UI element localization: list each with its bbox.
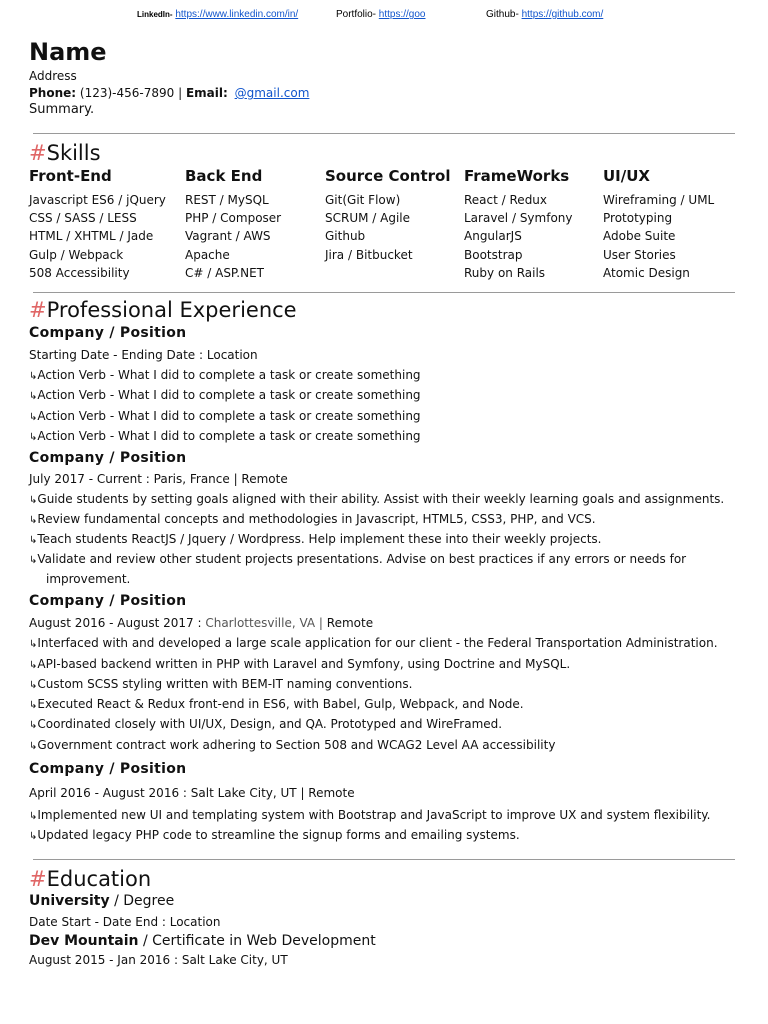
skill-item: Prototyping: [603, 211, 673, 226]
job-bullet: [29, 717, 502, 731]
phone-number: (123)-456-7890 |: [79, 86, 183, 100]
job-bullet-text: Action Verb - What I did to complete a task or create something: [37, 409, 421, 423]
job-bullet-text: Validate and review other student projects presentations. Advise on best practices if any errors or needs for: [37, 552, 687, 566]
skill-item: Javascript ES6 / jQuery: [29, 193, 166, 207]
email-link[interactable]: @gmail.com: [234, 86, 310, 100]
arrow-icon: ↳: [29, 700, 38, 711]
arrow-icon: ↳: [29, 720, 38, 731]
job-meta: [29, 472, 288, 486]
job-bullet: [29, 828, 520, 842]
divider: [33, 859, 735, 860]
job-location: Salt Lake City, UT | Remote: [190, 786, 355, 800]
portfolio-link[interactable]: https://goo: [378, 9, 426, 20]
skill-item: Bootstrap: [464, 247, 523, 262]
portfolio-label: Portfolio-: [336, 9, 377, 20]
arrow-icon: ↳: [29, 639, 38, 650]
skills-col-heading: UI/UX: [603, 167, 650, 185]
job-location: Paris, France | Remote: [153, 472, 288, 486]
skills-col-heading: Front-End: [29, 167, 112, 185]
github-link[interactable]: https://github.com/: [521, 9, 604, 20]
skills-heading: [29, 141, 101, 165]
skills-title: Skills: [46, 141, 101, 165]
hash-mark: #: [29, 298, 47, 322]
job-bullet: [29, 697, 524, 711]
skill-item: HTML / XHTML / Jade: [29, 229, 154, 244]
skills-list: [603, 191, 714, 282]
education-heading: [29, 867, 151, 891]
arrow-icon: ↳: [29, 741, 38, 752]
education-entry: [29, 933, 376, 949]
skill-item: User Stories: [603, 247, 676, 262]
job-bullet-continued: improvement.: [46, 572, 131, 586]
hash-mark: #: [29, 867, 47, 891]
job-bullet-text: Guide students by setting goals aligned with their ability. Assist with their weekly learning goals and assignments.: [37, 492, 725, 506]
job-bullet: [29, 738, 555, 752]
job-title: Company / Position: [29, 761, 187, 777]
resume-name: Name: [29, 38, 107, 66]
job-bullet: [29, 388, 421, 402]
degree: / Degree: [114, 893, 175, 909]
skill-item: Git(Git Flow): [325, 193, 401, 207]
arrow-icon: ↳: [29, 555, 38, 566]
skill-item: CSS / SASS / LESS: [29, 211, 137, 226]
job-bullet: [29, 492, 724, 506]
job-bullet-text: Updated legacy PHP code to streamline the signup forms and emailing systems.: [37, 828, 520, 842]
job-bullet: [29, 677, 412, 691]
arrow-icon: ↳: [29, 432, 38, 443]
skills-list: [464, 191, 573, 282]
job-bullet-text: Government contract work adhering to Section 508 and WCAG2 Level AA accessibility: [37, 738, 556, 752]
skills-list: [29, 191, 166, 282]
job-bullet: [29, 552, 686, 566]
arrow-icon: ↳: [29, 412, 38, 423]
divider: [33, 133, 735, 134]
github-label: Github-: [486, 9, 519, 20]
job-bullet-text: Review fundamental concepts and methodologies in Javascript, HTML5, CSS3, PHP, and VCS.: [37, 512, 596, 526]
job-bullet: [29, 429, 421, 443]
job-title: Company / Position: [29, 325, 187, 341]
education-entry: [29, 893, 174, 909]
skill-item: Github: [325, 229, 366, 244]
contact-line: [29, 86, 309, 100]
skill-item: Atomic Design: [603, 265, 690, 280]
school-name: University: [29, 893, 110, 909]
arrow-icon: ↳: [29, 660, 38, 671]
job-bullet-text: Action Verb - What I did to complete a task or create something: [37, 368, 421, 382]
skill-item: 508 Accessibility: [29, 265, 130, 280]
skill-item: React / Redux: [464, 193, 548, 207]
arrow-icon: ↳: [29, 680, 38, 691]
skills-col-heading: Source Control: [325, 167, 451, 185]
job-dates: Starting Date - Ending Date :: [29, 348, 204, 362]
job-bullet: [29, 636, 718, 650]
arrow-icon: ↳: [29, 811, 38, 822]
job-location-remote: Remote: [326, 616, 374, 630]
skill-item: Ruby on Rails: [464, 265, 546, 280]
job-bullet: [29, 512, 596, 526]
degree: / Certificate in Web Development: [142, 933, 376, 949]
arrow-icon: ↳: [29, 535, 38, 546]
job-title: Company / Position: [29, 450, 187, 466]
job-bullet-text: API-based backend written in PHP with Laravel and Symfony, using Doctrine and MySQL.: [37, 657, 571, 671]
skill-item: Gulp / Webpack: [29, 247, 124, 262]
job-meta: [29, 786, 355, 800]
skills-list: [185, 191, 281, 282]
skill-item: PHP / Composer: [185, 211, 282, 226]
job-bullet-text: Coordinated closely with UI/UX, Design, and QA. Prototyped and WireFramed.: [37, 717, 503, 731]
divider: [33, 292, 735, 293]
arrow-icon: ↳: [29, 831, 38, 842]
education-dates: August 2015 - Jan 2016 : Salt Lake City, UT: [29, 953, 288, 967]
school-name: Dev Mountain: [29, 933, 139, 949]
experience-title: Professional Experience: [46, 298, 297, 322]
job-meta: [29, 616, 373, 630]
linkedin-label: LinkedIn-: [137, 10, 173, 19]
job-dates: August 2016 - August 2017 :: [29, 616, 202, 630]
skill-item: C# / ASP.NET: [185, 265, 265, 280]
github-link-row: [486, 9, 603, 20]
portfolio-link-row: [336, 9, 426, 20]
email-label: Email:: [185, 86, 228, 100]
phone-label: Phone:: [29, 86, 77, 100]
job-bullet-text: Action Verb - What I did to complete a task or create something: [37, 429, 421, 443]
job-bullet-text: Teach students ReactJS / Jquery / Wordpress. Help implement these into their weekly projects.: [37, 532, 602, 546]
skill-item: Wireframing / UML: [603, 193, 715, 207]
arrow-icon: ↳: [29, 391, 38, 402]
skill-item: Adobe Suite: [603, 229, 676, 244]
education-dates: Date Start - Date End : Location: [29, 915, 221, 929]
experience-heading: [29, 298, 297, 322]
job-bullet-text: Executed React & Redux front-end in ES6, with Babel, Gulp, Webpack, and Node.: [37, 697, 524, 711]
skill-item: REST / MySQL: [185, 193, 269, 207]
job-bullet-text: Interfaced with and developed a large scale application for our client - the Federal Transportation Administration.: [37, 636, 718, 650]
skills-col-heading: Back End: [185, 167, 263, 185]
job-location: Charlottesville, VA |: [205, 616, 323, 630]
skill-item: SCRUM / Agile: [325, 211, 411, 226]
hash-mark: #: [29, 141, 47, 165]
skill-item: Jira / Bitbucket: [325, 247, 413, 262]
skills-col-heading: FrameWorks: [464, 167, 570, 185]
arrow-icon: ↳: [29, 495, 38, 506]
job-bullet-text: Action Verb - What I did to complete a task or create something: [37, 388, 421, 402]
job-bullet: [29, 808, 711, 822]
job-title: Company / Position: [29, 593, 187, 609]
skill-item: Laravel / Symfony: [464, 211, 573, 226]
job-bullet: [29, 532, 601, 546]
job-dates: July 2017 - Current :: [29, 472, 150, 486]
skill-item: AngularJS: [464, 229, 522, 244]
address: Address: [29, 69, 77, 83]
skill-item: Vagrant / AWS: [185, 229, 271, 244]
job-location: Location: [206, 348, 258, 362]
job-bullet-text: Custom SCSS styling written with BEM-IT naming conventions.: [37, 677, 413, 691]
skill-item: Apache: [185, 247, 230, 262]
arrow-icon: ↳: [29, 371, 38, 382]
linkedin-link[interactable]: https://www.linkedin.com/in/: [175, 9, 299, 20]
arrow-icon: ↳: [29, 515, 38, 526]
job-bullet: [29, 657, 570, 671]
job-bullet-text: Implemented new UI and templating system with Bootstrap and JavaScript to improve UX and system flexibility.: [37, 808, 711, 822]
education-title: Education: [46, 867, 152, 891]
job-meta: [29, 348, 258, 362]
job-dates: April 2016 - August 2016 :: [29, 786, 187, 800]
linkedin-link-row: [137, 9, 298, 20]
summary: Summary.: [29, 102, 95, 117]
skills-list: [325, 191, 413, 264]
job-bullet: [29, 409, 421, 423]
job-bullet: [29, 368, 421, 382]
